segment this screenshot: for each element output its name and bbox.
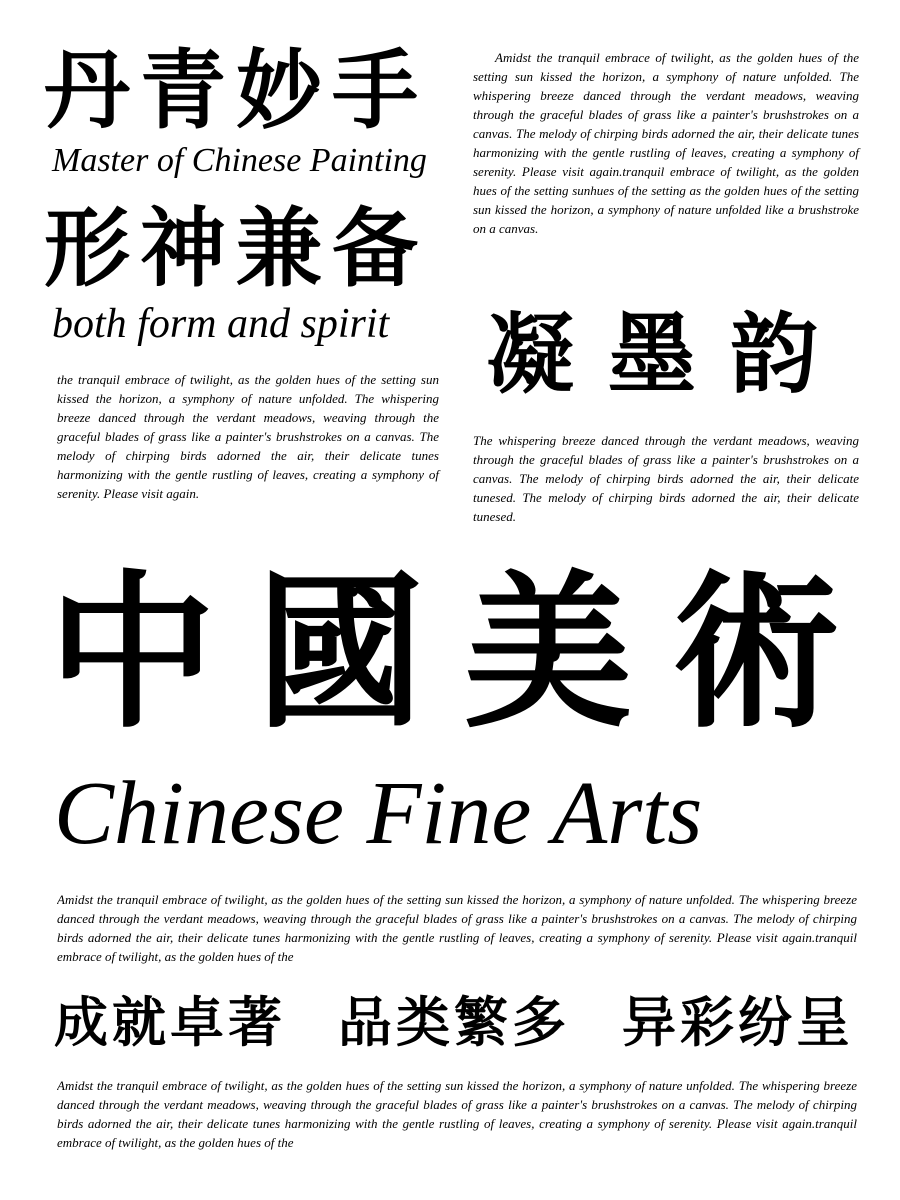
phrase-row <box>54 990 854 1054</box>
phrase-2: 品类繁多 <box>338 990 570 1054</box>
paragraph-2: Amidst the tranquil embrace of twilight, as the golden hues of the setting sun kissed the horizon, a symphony of nature unfolded. The whispering breeze danced through the verdant meadows, weaving through the graceful blades of grass like a painter's brushstrokes on a canvas. The melody of chirping birds adorned the air, their delicate tunes harmonizing with the gentle rustling of leaves, creating a symphony of serenity. Please visit again.tranquil embrace of twilight, as the golden hues of the <box>57 1078 857 1150</box>
phrase-1: 成就卓著 <box>54 990 286 1054</box>
title-ink-rhyme-cn: 凝墨韵 <box>486 302 853 406</box>
right-top-paragraph: Amidst the tranquil embrace of twilight, as the golden hues of the setting sun kissed the horizon, a symphony of nature unfolded. The whispering breeze danced through the verdant meadows, weaving through the graceful blades of grass like a painter's brushstrokes on a canvas. The melody of chirping birds adorned the air, their delicate tunes harmonizing with the gentle rustling of leaves, creating a symphony of serenity. Please visit again.tranquil embrace of twilight, as the golden hues of the setting sunhues of the setting as the golden hues of the setting sun kissed the horizon, a symphony of nature unfolded like a brushstroke on a canvas. <box>473 50 859 236</box>
right-middle-paragraph: The whispering breeze danced through the verdant meadows, weaving through the graceful blades of grass like a painter's brushstrokes on a canvas. The melody of chirping birds adorned the air, their delicate tunesed. The melody of chirping birds adorned the air, their delicate tunesed. <box>473 433 859 524</box>
phrase-3: 异彩纷呈 <box>622 990 854 1054</box>
main-title-cn: 中國美術 <box>48 553 880 751</box>
paragraph-1: Amidst the tranquil embrace of twilight, as the golden hues of the setting sun kissed the horizon, a symphony of nature unfolded. The whispering breeze danced through the verdant meadows, weaving through the graceful blades of grass like a painter's brushstrokes on a canvas. The melody of chirping birds adorned the air, their delicate tunes harmonizing with the gentle rustling of leaves, creating a symphony of serenity. Please visit again.tranquil embrace of twilight, as the golden hues of the <box>57 892 857 964</box>
title-master-painting-cn: 丹青妙手 <box>44 40 428 141</box>
title-form-spirit-en: both form and spirit <box>52 301 390 347</box>
left-paragraph: the tranquil embrace of twilight, as the golden hues of the setting sun kissed the horizon, a symphony of nature unfolded. The whispering breeze danced through the verdant meadows, weaving through the graceful blades of grass like a painter's brushstrokes on a canvas. The melody of chirping birds adorned the air, their delicate tunes harmonizing with the gentle rustling of leaves, creating a symphony of serenity. Please visit again. <box>57 372 439 501</box>
title-master-painting-en: Master of Chinese Painting <box>52 142 427 179</box>
main-title-en: Chinese Fine Arts <box>54 764 703 863</box>
title-form-spirit-cn: 形神兼备 <box>44 198 428 299</box>
